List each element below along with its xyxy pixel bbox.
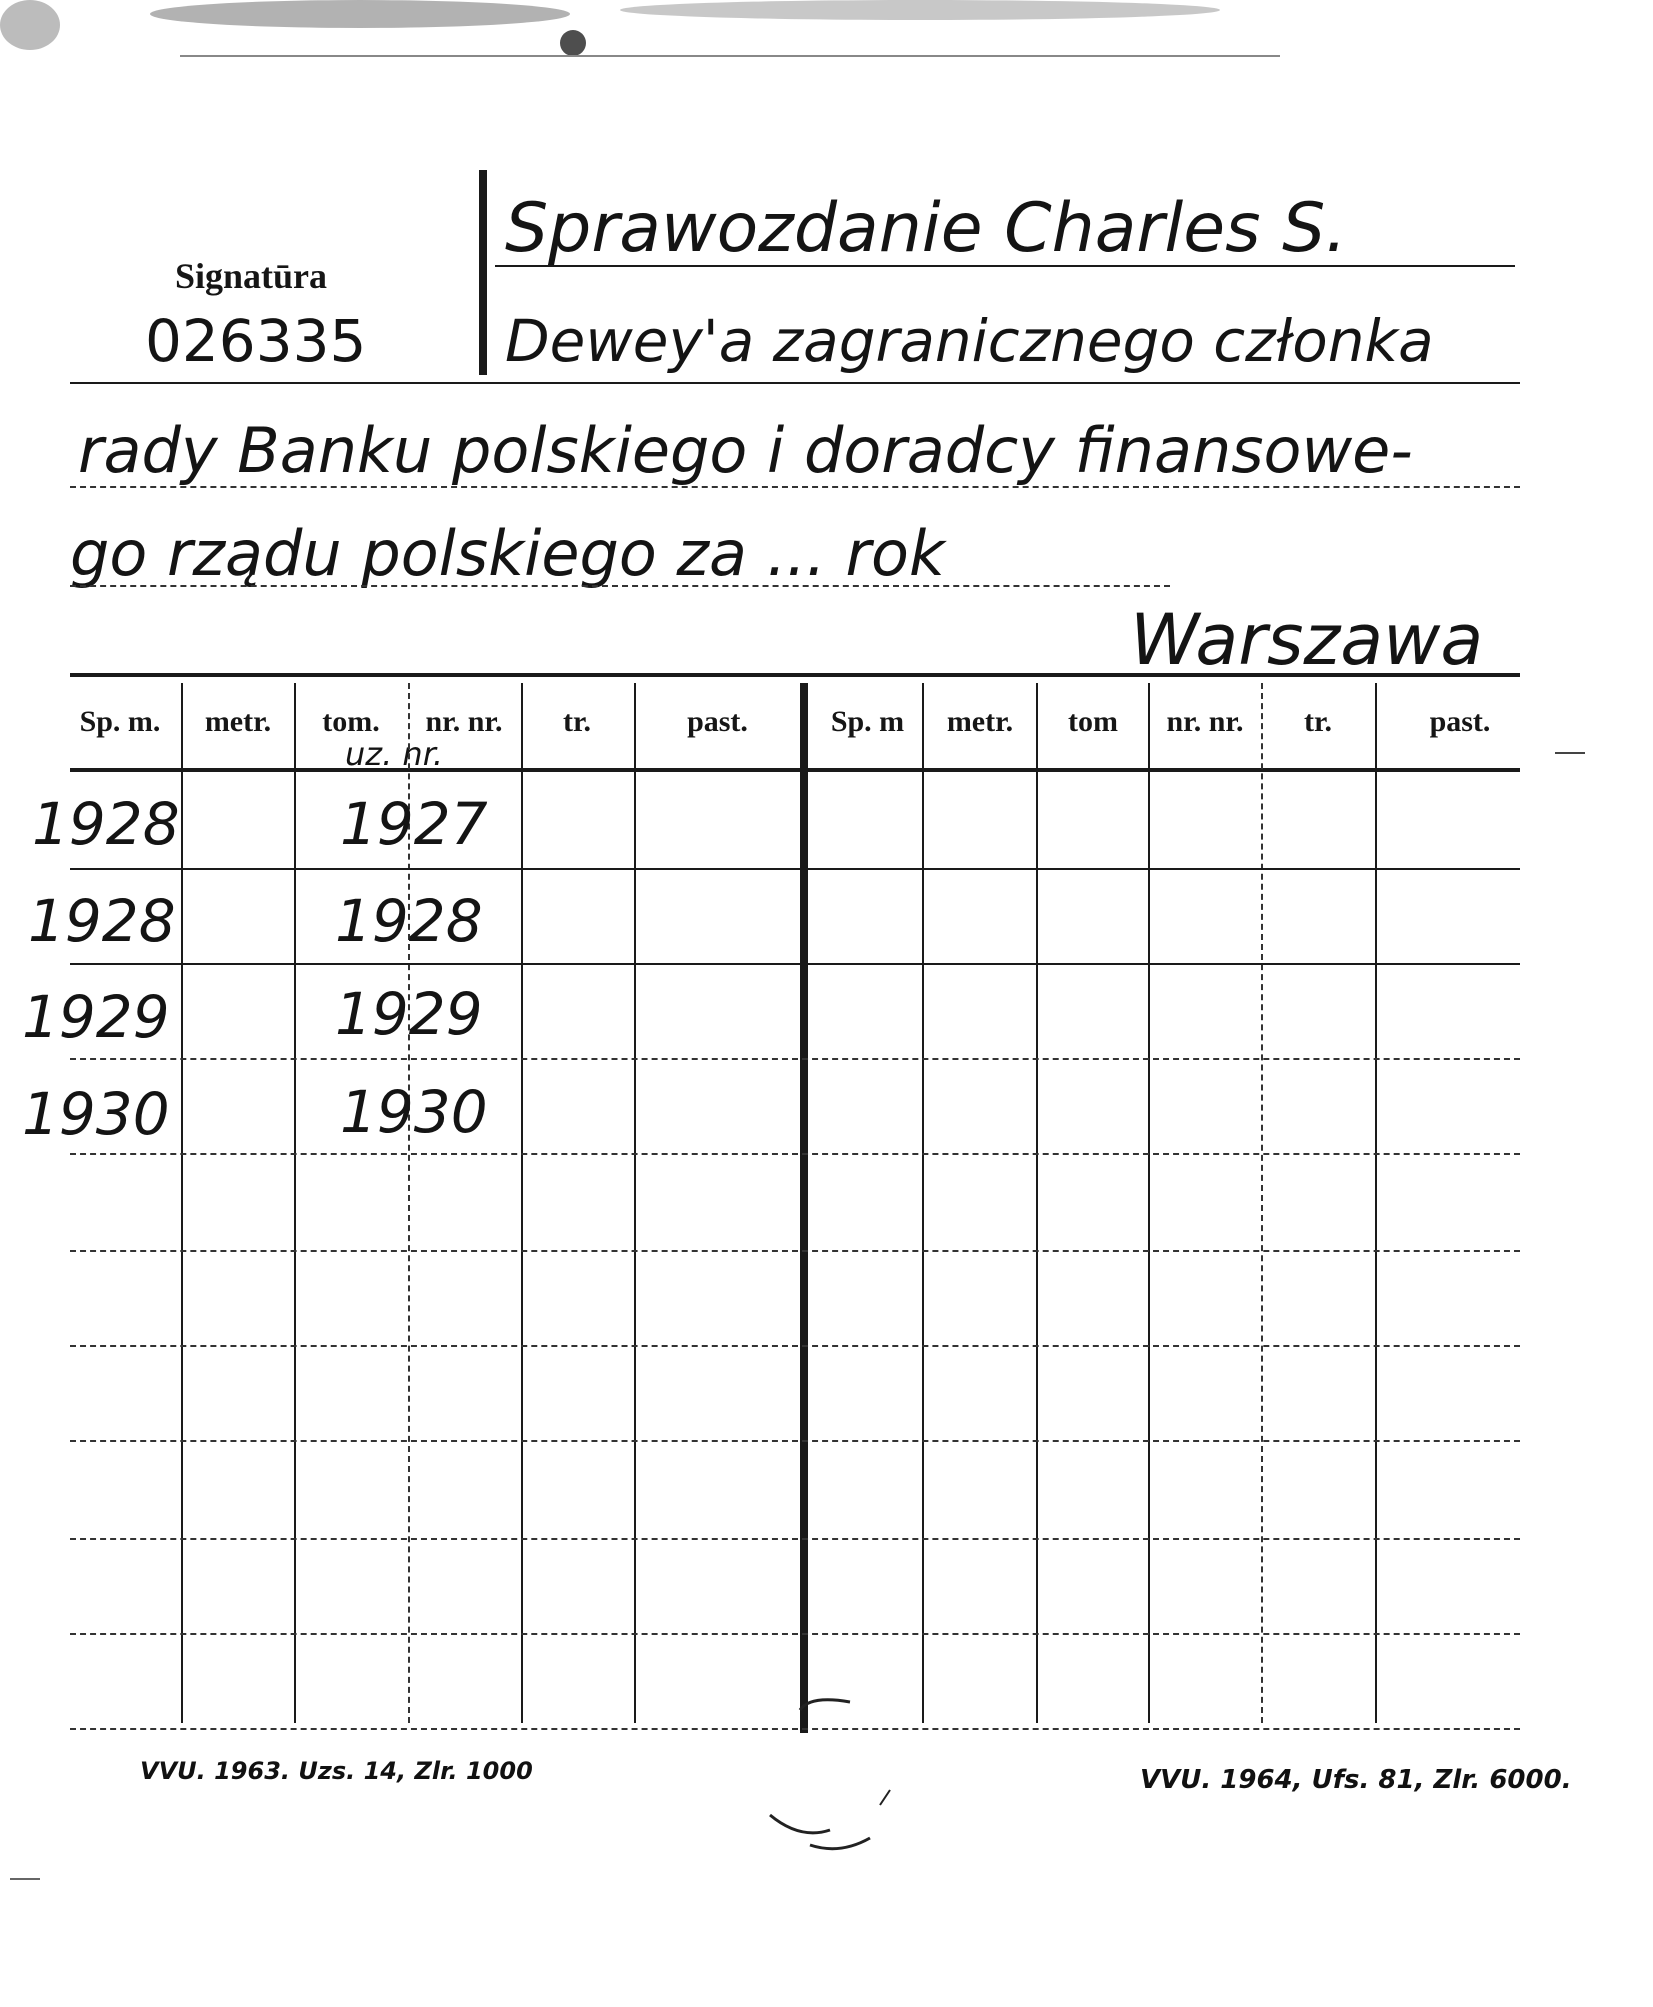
center-divider (800, 683, 808, 1733)
row-4-sp-m: 1930 (22, 1080, 170, 1148)
header-tom-right: tom (1068, 705, 1118, 738)
margin-tick (1555, 752, 1585, 754)
header-past-left: past. (687, 705, 748, 738)
row-3-tom: 1929 (335, 980, 483, 1048)
row-line (70, 1058, 1520, 1060)
title-underline-4 (70, 585, 1170, 587)
header-nrnr-left: nr. nr. (425, 705, 503, 738)
row-line (70, 1440, 1520, 1442)
tom-annotation: uz. nr. (345, 735, 444, 773)
col-divider (181, 683, 183, 1723)
footer-right-note: VVU. 1964, Ufs. 81, Zlr. 6000. (1140, 1765, 1572, 1795)
row-2-tom: 1928 (335, 887, 483, 955)
col-divider (1036, 683, 1038, 1723)
row-line (70, 1538, 1520, 1540)
header-tr-right: tr. (1303, 705, 1333, 738)
scan-streak (180, 55, 1280, 57)
place-name: Warszawa (1130, 599, 1484, 681)
header-tr-left: tr. (562, 705, 592, 738)
scan-smudge (150, 0, 570, 28)
header-sp-m-left: Sp. m. (79, 705, 161, 738)
header-metr-right: metr. (946, 705, 1014, 738)
scan-smudge (620, 0, 1220, 20)
header-nrnr-right: nr. nr. (1166, 705, 1244, 738)
title-divider (479, 170, 487, 375)
col-divider (294, 683, 296, 1723)
footer-left-note: VVU. 1963. Uzs. 14, Zlr. 1000 (140, 1757, 533, 1785)
scan-smudge (560, 30, 586, 56)
row-line (70, 1250, 1520, 1252)
scan-smudge (0, 0, 60, 50)
header-bottom-border (70, 768, 1520, 772)
col-divider (634, 683, 636, 1723)
row-line (70, 1633, 1520, 1635)
title-underline-3 (70, 486, 1520, 488)
col-divider (1148, 683, 1150, 1723)
title-underline-1 (495, 265, 1515, 267)
col-divider (1375, 683, 1377, 1723)
row-1-sp-m: 1928 (32, 790, 180, 858)
header-tom-left: tom. (322, 705, 380, 738)
title-line-2: Dewey'a zagranicznego członka (505, 307, 1434, 375)
row-line (70, 1345, 1520, 1347)
signature-label: Signatūra (175, 256, 328, 296)
margin-tick (10, 1878, 40, 1880)
row-3-sp-m: 1929 (22, 983, 170, 1051)
title-line-4: go rządu polskiego za ... rok (70, 517, 945, 590)
header-sp-m-right: Sp. m (830, 705, 905, 738)
header-metr-left: metr. (204, 705, 272, 738)
signature-number: 026335 (145, 307, 367, 375)
header-past-right: past. (1429, 705, 1491, 738)
row-line (70, 1153, 1520, 1155)
col-divider (521, 683, 523, 1723)
title-underline-2 (70, 382, 1520, 384)
col-divider (1261, 683, 1263, 1723)
row-line (70, 868, 1520, 870)
pen-marks (740, 1690, 900, 1870)
row-line (70, 963, 1520, 965)
title-line-3: rady Banku polskiego i doradcy finansowe- (78, 414, 1413, 487)
table-top-border (70, 673, 1520, 677)
col-divider (922, 683, 924, 1723)
title-line-1: Sprawozdanie Charles S. (505, 189, 1347, 268)
row-1-tom: 1927 (340, 790, 488, 858)
row-2-sp-m: 1928 (28, 887, 176, 955)
row-4-tom: 1930 (340, 1078, 488, 1146)
